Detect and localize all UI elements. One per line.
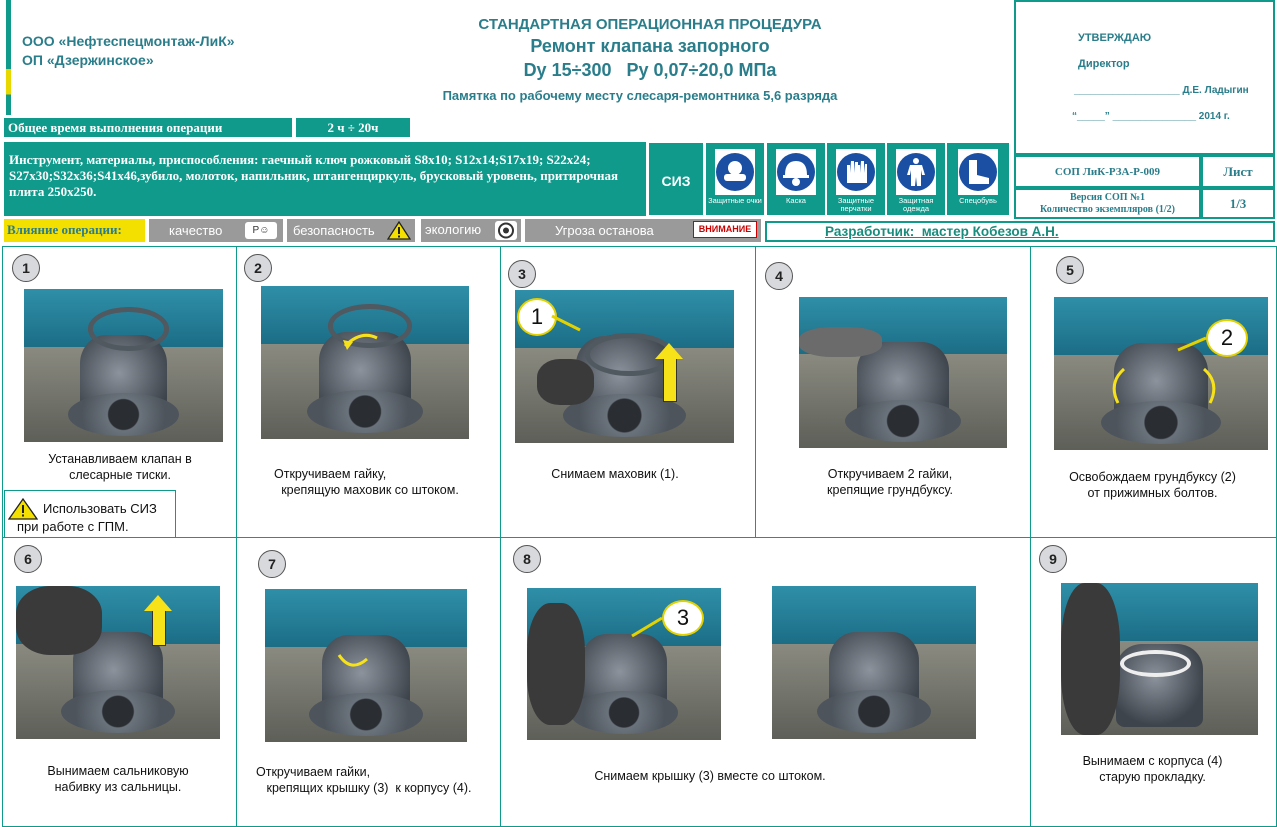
- step-8-photo-b: [772, 586, 976, 739]
- step-number-4: 4: [765, 262, 793, 290]
- lift-arrow-icon: [663, 356, 677, 402]
- step-1-photo: [24, 289, 223, 442]
- sop-code-text: СОП ЛиК-РЗА-Р-009: [1054, 165, 1161, 178]
- rotate-arrows-icon: [1104, 363, 1224, 413]
- callout-2: 2: [1206, 319, 1248, 357]
- step-number-2: 2: [244, 254, 272, 282]
- gloves-icon: [836, 149, 876, 195]
- step-8-caption-line1: Снимаем крышку (3) вместе со штоком.: [594, 769, 826, 783]
- ppe-gloves: [827, 143, 885, 215]
- step-number-5: 5: [1056, 256, 1084, 284]
- step-7-caption-line2: крепящих крышку (3) к корпусу (4).: [266, 781, 472, 795]
- ppe-boots: [947, 143, 1009, 215]
- ppe-clothing: [887, 143, 945, 215]
- influence-label: [4, 219, 145, 242]
- lift-arrow-icon: [152, 608, 166, 646]
- attention-badge: ВНИМАНИЕ: [693, 221, 757, 238]
- warning-triangle-icon: [8, 498, 38, 520]
- step-6-caption-line2: набивку из сальницы.: [54, 780, 182, 794]
- sheet-label-text: Лист: [1223, 163, 1253, 179]
- step-4-caption: [780, 466, 1000, 498]
- quality-icon: P☺: [245, 222, 277, 239]
- approval-signature: ___________________ Д.Е. Ладыгин: [1074, 85, 1249, 96]
- step-6-caption-line1: Вынимаем сальниковую: [47, 764, 189, 778]
- step-9-caption-line1: Вынимаем с корпуса (4): [1082, 754, 1223, 768]
- sheet-value: [1201, 188, 1275, 219]
- callout-2-pointer: [1174, 336, 1208, 354]
- sop-code: [1014, 155, 1201, 188]
- step-2-caption: [250, 466, 490, 498]
- doc-type: СТАНДАРТНАЯ ОПЕРАЦИОННАЯ ПРОЦЕДУРА: [478, 16, 822, 33]
- gasket: [1120, 650, 1191, 677]
- ppe-clothing-label: Защитная одежда: [898, 196, 934, 213]
- title-params: Dy 15÷300 Py 0,07÷20,0 МПа: [523, 60, 777, 80]
- step-number-3: 3: [508, 260, 536, 288]
- approval-box: [1014, 0, 1275, 155]
- threat-text: Угроза останова: [555, 223, 654, 238]
- rotate-arrow-icon: [341, 328, 381, 352]
- step-number-7: 7: [258, 550, 286, 578]
- tools-text: Инструмент, материалы, приспособления: гаечный ключ рожковый S8х10; S12х14;S17х19; S22х24; S27х30;S32х36;S41х46,зубило, молоток, напильник, штангенциркуль, брусковый уровень, притирочная плита 250х250.: [9, 152, 619, 199]
- warning-line2: при работе с ГПМ.: [17, 519, 129, 534]
- warning-line1: Использовать СИЗ: [43, 501, 157, 516]
- approval-approve: УТВЕРЖДАЮ: [1078, 32, 1152, 44]
- influence-threat: [525, 219, 761, 242]
- influence-label-text: Влияние операции:: [7, 222, 122, 237]
- step-3-caption-line1: Снимаем маховик (1).: [551, 467, 679, 481]
- warning-triangle-icon: [387, 221, 411, 240]
- callout-1: 1: [517, 298, 557, 336]
- callout-3-pointer: [628, 616, 664, 640]
- quality-text: качество: [169, 223, 223, 238]
- developer-box: [765, 221, 1275, 242]
- ppe-goggles-label: Защитные очки: [708, 196, 762, 205]
- step-number-9: 9: [1039, 545, 1067, 573]
- developer-text: Разработчик: мастер Кобезов А.Н.: [825, 224, 1059, 239]
- time-label: [4, 118, 292, 137]
- boots-icon: [958, 149, 998, 195]
- step-4-photo: [799, 297, 1007, 448]
- step-6-photo: [16, 586, 220, 739]
- ppe-gloves-label: Защитные перчатки: [837, 196, 875, 213]
- step-1-caption-line1: Устанавливаем клапан в: [48, 452, 192, 466]
- step-1-caption-line2: слесарные тиски.: [69, 468, 171, 482]
- step-4-caption-line1: Откручиваем 2 гайки,: [827, 467, 953, 481]
- step-7-caption-line1: Откручиваем гайки,: [256, 765, 371, 779]
- step-7-caption: [244, 764, 494, 796]
- helmet-icon: [776, 149, 816, 195]
- protective-clothing-icon: [896, 149, 936, 195]
- company-name: ООО «Нефтеспецмонтаж-ЛиК»: [22, 33, 235, 49]
- time-value: [296, 118, 410, 137]
- sheet-label: [1201, 155, 1275, 188]
- ecology-icon: [495, 221, 517, 240]
- company-accent-bar: [6, 0, 11, 115]
- approval-position: Директор: [1078, 58, 1130, 70]
- step-number-6: 6: [14, 545, 42, 573]
- page-subtitle: Памятка по рабочему месту слесаря-ремонтника 5,6 разряда: [442, 88, 838, 103]
- callout-3: 3: [662, 600, 704, 636]
- step-9-caption: [1040, 753, 1265, 785]
- ecology-text: экологию: [425, 222, 482, 237]
- company-division: ОП «Дзержинское»: [22, 52, 154, 68]
- version-cell: [1014, 188, 1201, 219]
- page-title: Ремонт клапана запорного: [530, 36, 770, 56]
- step-5-caption-line1: Освобождаем грундбуксу (2): [1069, 470, 1236, 484]
- sheet-value-text: 1/3: [1229, 195, 1247, 211]
- influence-quality: [149, 219, 283, 242]
- step-2-caption-line1: Откручиваем гайку,: [274, 467, 387, 481]
- step-5-caption: [1040, 469, 1265, 501]
- influence-ecology: [421, 219, 521, 242]
- step-3-caption: [505, 466, 725, 482]
- step-7-photo: [265, 589, 467, 742]
- copies-text: Количество экземпляров (1/2): [1039, 203, 1176, 215]
- step-9-photo: [1061, 583, 1258, 735]
- approval-date: “_____” _______________ 2014 г.: [1072, 111, 1230, 122]
- version-text: Версия СОП №1: [1069, 191, 1146, 203]
- step-1-caption: [10, 451, 230, 483]
- step-2-photo: [261, 286, 469, 439]
- ppe-label: СИЗ: [661, 173, 691, 189]
- rotate-arrow-icon: [335, 649, 371, 673]
- ppe-boots-label: Спецобувь: [959, 196, 997, 205]
- callout-1-pointer: [550, 312, 584, 334]
- step-number-1: 1: [12, 254, 40, 282]
- step-5-caption-line2: от прижимных болтов.: [1087, 486, 1218, 500]
- ppe-helmet: [767, 143, 825, 215]
- safety-text: безопасность: [293, 223, 375, 238]
- ppe-label-box: [649, 143, 703, 215]
- time-value-text: 2 ч ÷ 20ч: [327, 120, 379, 135]
- influence-safety: [287, 219, 415, 242]
- step-4-caption-line2: крепящие грундбуксу.: [827, 483, 953, 497]
- ppe-goggles: [706, 143, 764, 215]
- step-number-8: 8: [513, 545, 541, 573]
- tools-box: [4, 142, 646, 216]
- step-9-caption-line2: старую прокладку.: [1099, 770, 1206, 784]
- step-8-caption: [560, 768, 860, 784]
- ppe-warning-note: [4, 490, 176, 538]
- time-label-text: Общее время выполнения операции: [8, 120, 223, 135]
- ppe-helmet-label: Каска: [786, 196, 806, 205]
- step-6-caption: [8, 763, 228, 795]
- step-2-caption-line2: крепящую маховик со штоком.: [281, 483, 459, 497]
- goggles-icon: [715, 149, 755, 195]
